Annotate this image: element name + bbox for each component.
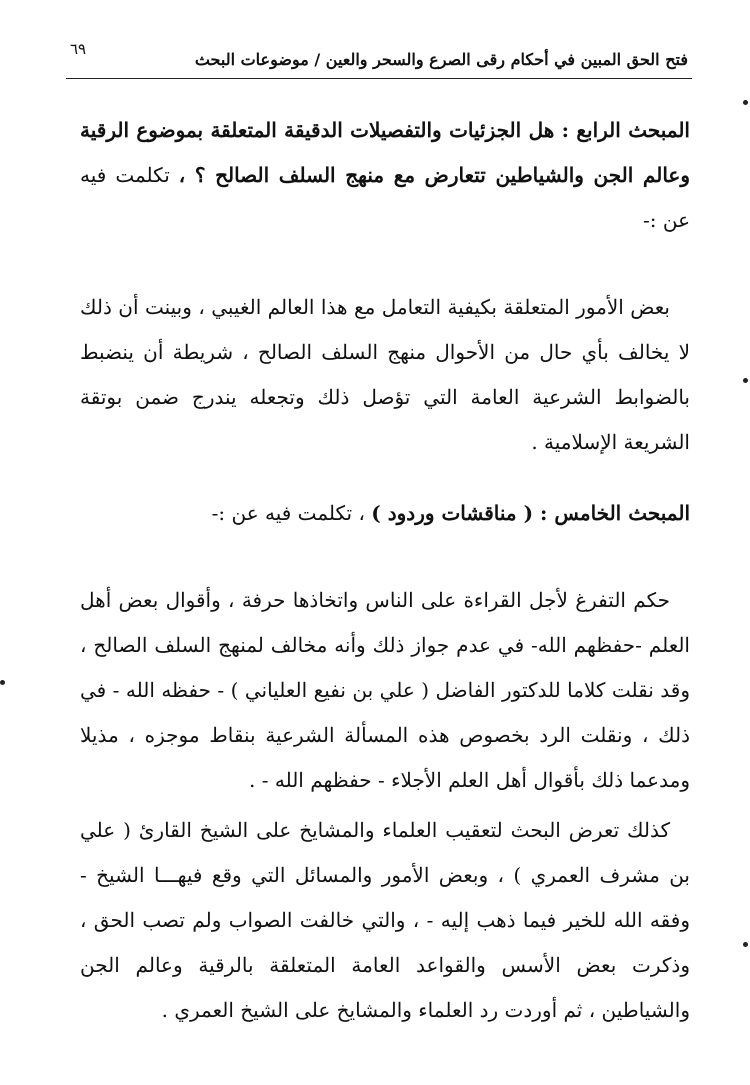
page-number: ٦٩ xyxy=(70,40,87,58)
section-4-lead: تكلمت فيه عن :- xyxy=(80,163,690,232)
section-5-heading: المبحث الخامس : ( مناقشات وردود ) xyxy=(371,501,690,525)
margin-mark xyxy=(743,378,748,383)
header-rule xyxy=(66,78,692,79)
margin-mark xyxy=(743,942,748,947)
margin-mark xyxy=(743,100,748,105)
section-5-paragraph-1: حكم التفرغ لأجل القراءة على الناس واتخاذها حرفة ، وأقوال بعض أهل العلم -حفظهم الله- في عدم جواز ذلك وأنه مخالف لمنهج السلف الصالح ، وقد نقلت كلاما للدكتور الفاضل ( علي بن نفيع العلياني ) - حفظه الله - في ذلك ، ونقلت الرد بخصوص هذه المسألة الشرعية بنقاط موجزه ، مذيلا ومدعما ذلك بأقوال أهل العلم الأجلاء - حفظهم الله - . xyxy=(80,588,690,792)
section-5-lead: ، تكلمت فيه عن :- xyxy=(211,501,365,525)
section-5 xyxy=(80,493,690,533)
section-5-paragraph-2: كذلك تعرض البحث لتعقيب العلماء والمشايخ على الشيخ القارئ ( علي بن مشرف العمري ) ، وبعض الأمور والمسائل التي وقع فيهـــا الشيخ - وفقه الله للخير فيما ذهب إليه - ، والتي خالفت الصواب ولم تصب الحق ، وذكرت بعض الأسس والقواعد العامة المتعلقة بالرقية وعالم الجن والشياطين ، ثم أوردت رد العلماء والمشايخ على الشيخ العمري . xyxy=(80,818,690,1022)
section-4 xyxy=(80,108,690,243)
section-4-paragraph: بعض الأمور المتعلقة بكيفية التعامل مع هذا العالم الغيبي ، وبينت أن ذلك لا يخالف بأي حال من الأحوال منهج السلف الصالح ، شريطة أن ينضبط بالضوابط الشرعية العامة التي تؤصل ذلك وتجعله يندرج ضمن بوتقة الشريعة الإسلامية . xyxy=(80,295,690,454)
margin-mark xyxy=(0,680,5,685)
running-header: فتح الحق المبين في أحكام رقى الصرع والسحر والعين / موضوعات البحث xyxy=(194,50,688,69)
section-4-heading: المبحث الرابع : هل الجزئيات والتفصيلات الدقيقة المتعلقة بموضوع الرقية وعالم الجن والشياطين تتعارض مع منهج السلف الصالح ؟ ، xyxy=(80,118,691,187)
